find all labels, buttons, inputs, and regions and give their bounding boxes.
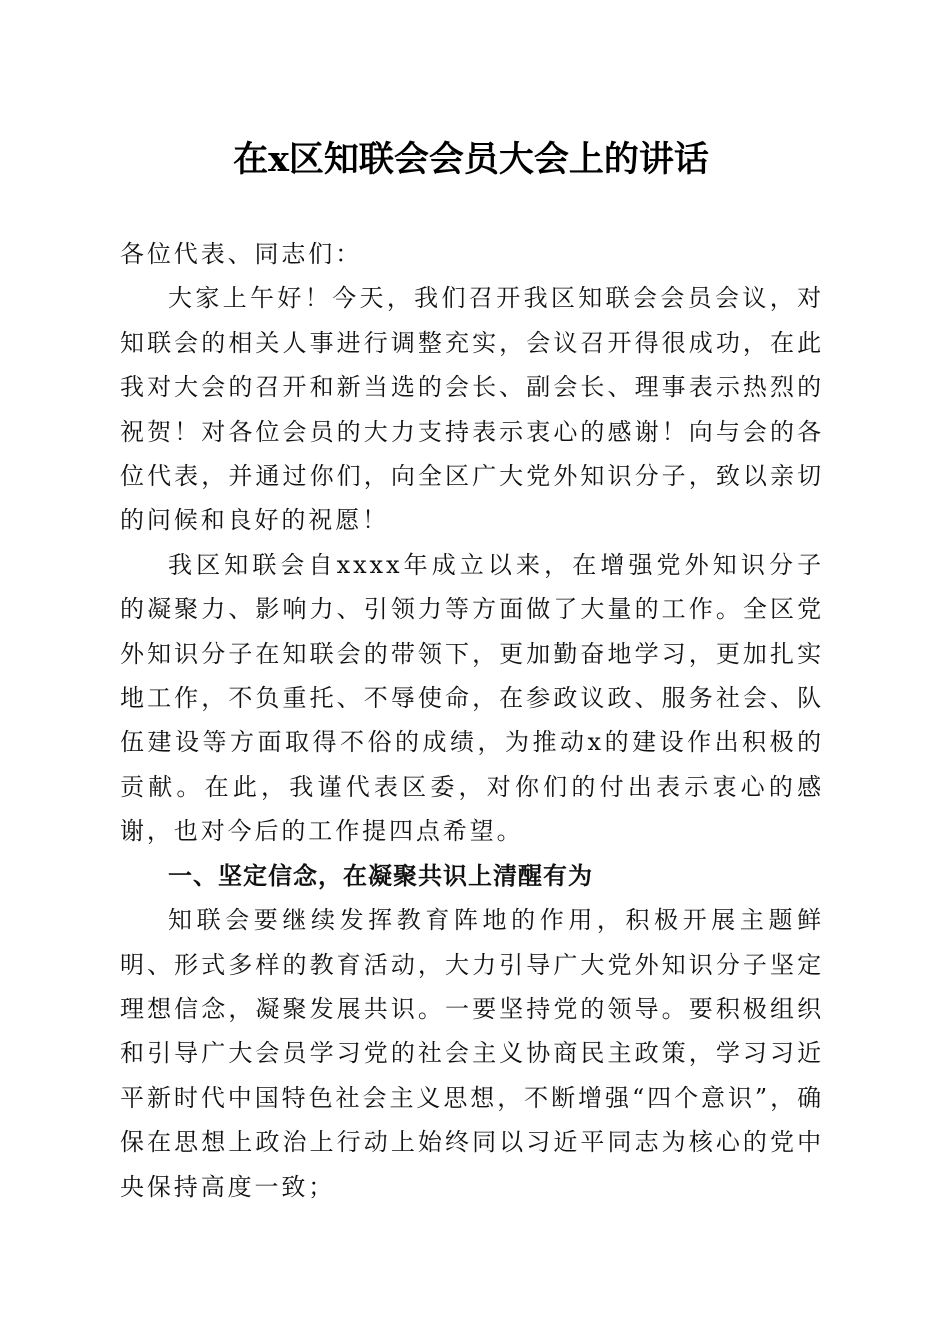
section-heading: 一、坚定信念，在凝聚共识上清醒有为 bbox=[168, 861, 593, 890]
paragraph-opening: 大家上午好！今天，我们召开我区知联会会员会议，对知联会的相关人事进行调整充实，会议召开得很成功，在此我对大会的召开和新当选的会长、副会长、理事表示热烈的祝贺！对各位会员的大力支持表示衷心的感谢！向与会的各位代表，并通过你们，向全区广大党外知识分子，致以亲切的问候和良好的祝愿！ bbox=[120, 284, 824, 535]
document-title: 在x区知联会会员大会上的讲话 bbox=[233, 139, 709, 180]
paragraph-achievements: 我区知联会自xxxx年成立以来，在增强党外知识分子的凝聚力、影响力、引领力等方面做了大量的工作。全区党外知识分子在知联会的带领下，更加勤奋地学习，更加扎实地工作，不负重托、不辱使命，在参政议政、服务社会、队伍建设等方面取得不俗的成绩，为推动x的建设作出积极的贡献。在此，我谨代表区委，对你们的付出表示衷心的感谢，也对今后的工作提四点希望。 bbox=[120, 550, 824, 846]
document-body bbox=[120, 232, 824, 1209]
salutation: 各位代表、同志们： bbox=[120, 240, 363, 268]
paragraph-section-one: 知联会要继续发挥教育阵地的作用，积极开展主题鲜明、形式多样的教育活动，大力引导广大党外知识分子坚定理想信念，凝聚发展共识。一要坚持党的领导。要积极组织和引导广大会员学习党的社会主义协商民主政策，学习习近平新时代中国特色社会主义思想，不断增强“四个意识”，确保在思想上政治上行动上始终同以习近平同志为核心的党中央保持高度一致； bbox=[120, 906, 824, 1201]
